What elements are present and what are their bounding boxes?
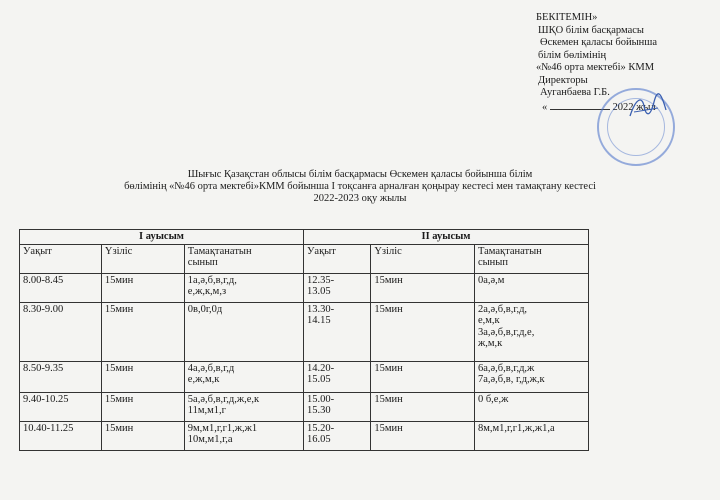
approval-line: Директоры xyxy=(538,74,588,86)
table-cell: 14.20- 15.05 xyxy=(303,361,370,392)
table-cell: 13.30- 14.15 xyxy=(303,302,370,361)
column-header: Тамақтанатын сынып xyxy=(474,244,588,273)
table-cell: 15мин xyxy=(371,421,475,450)
approval-line: Өскемен қаласы бойынша xyxy=(540,37,658,48)
table-cell: 1а,ә,б,в,г,д, е,ж,к,м,з xyxy=(184,273,303,302)
table-cell: 15мин xyxy=(101,273,184,302)
table-row xyxy=(20,273,589,302)
column-header: Үзіліс xyxy=(101,244,184,273)
column-header: Үзіліс xyxy=(371,244,475,273)
table-cell: 8м,м1,г,г1,ж,ж1,а xyxy=(474,421,588,450)
table-cell: 15мин xyxy=(101,392,184,421)
table-cell: 15мин xyxy=(101,302,184,361)
title-line-1: Шығыс Қазақстан облысы білім басқармасы Өскемен қаласы бойынша білім xyxy=(187,169,533,180)
approval-line: «№46 орта мектебі» КММ xyxy=(536,62,655,73)
approval-line: Ауганбаева Г.Б. xyxy=(540,87,610,98)
table-row xyxy=(20,421,589,450)
table-cell: 15мин xyxy=(371,392,475,421)
table-cell: 8.50-9.35 xyxy=(20,361,102,392)
table-cell: 0в,0г,0д xyxy=(184,302,303,361)
approval-line: БЕКІТЕМІН» xyxy=(536,12,598,23)
table-cell: 15.20- 16.05 xyxy=(303,421,370,450)
column-header: Уақыт xyxy=(303,244,370,273)
signature-icon xyxy=(628,92,668,122)
column-header-row xyxy=(20,244,589,273)
table-cell: 9м,м1,г,г1,ж,ж1 10м,м1,г,а xyxy=(184,421,303,450)
table-cell: 4а,ә,б,в,г,д е,ж,м,к xyxy=(184,361,303,392)
table-cell: 0 б,е,ж xyxy=(474,392,588,421)
table-cell: 15.00- 15.30 xyxy=(303,392,370,421)
approval-line: білім бөлімінің xyxy=(538,49,607,61)
approval-line: ШҚО білім басқармасы xyxy=(538,24,644,36)
table-cell: 2а,ә,б,в,г,д, е,м,к 3а,ә,б,в,г,д,е, ж,м,к xyxy=(474,302,588,361)
table-cell: 15мин xyxy=(101,361,184,392)
table-row xyxy=(20,392,589,421)
title-line-2: бөлімінің «№46 орта мектебі»КММ бойынша I тоқсанға арналған қоңырау кестесі мен тамақтану кестесі xyxy=(124,181,596,192)
table-row xyxy=(20,361,589,392)
date-year: 2022 жыл xyxy=(612,101,656,113)
table-cell: 15мин xyxy=(101,421,184,450)
table-cell: 5а,ә,б,в,г,д,ж,е,к 11м,м1,г xyxy=(184,392,303,421)
shift-2-header: II ауысым xyxy=(303,230,588,245)
column-header: Уақыт xyxy=(20,244,102,273)
title-line-3: 2022-2023 оқу жылы xyxy=(313,193,407,204)
shift-1-header: I ауысым xyxy=(20,230,304,245)
table-cell: 6а,ә,б,в,г,д,ж 7а,ә,б,в, г,д,ж,к xyxy=(474,361,588,392)
table-cell: 15мин xyxy=(371,273,475,302)
date-prefix: « xyxy=(542,101,548,113)
shift-header-row xyxy=(20,230,589,245)
table-cell: 8.00-8.45 xyxy=(20,273,102,302)
table-row xyxy=(20,302,589,361)
table-cell: 15мин xyxy=(371,361,475,392)
table-cell: 9.40-10.25 xyxy=(20,392,102,421)
table-cell: 0а,ә,м xyxy=(474,273,588,302)
schedule-table xyxy=(19,229,589,451)
table-cell: 8.30-9.00 xyxy=(20,302,102,361)
table-cell: 12.35- 13.05 xyxy=(303,273,370,302)
table-cell: 15мин xyxy=(371,302,475,361)
column-header: Тамақтанатын сынып xyxy=(184,244,303,273)
table-cell: 10.40-11.25 xyxy=(20,421,102,450)
document-title xyxy=(0,169,720,205)
